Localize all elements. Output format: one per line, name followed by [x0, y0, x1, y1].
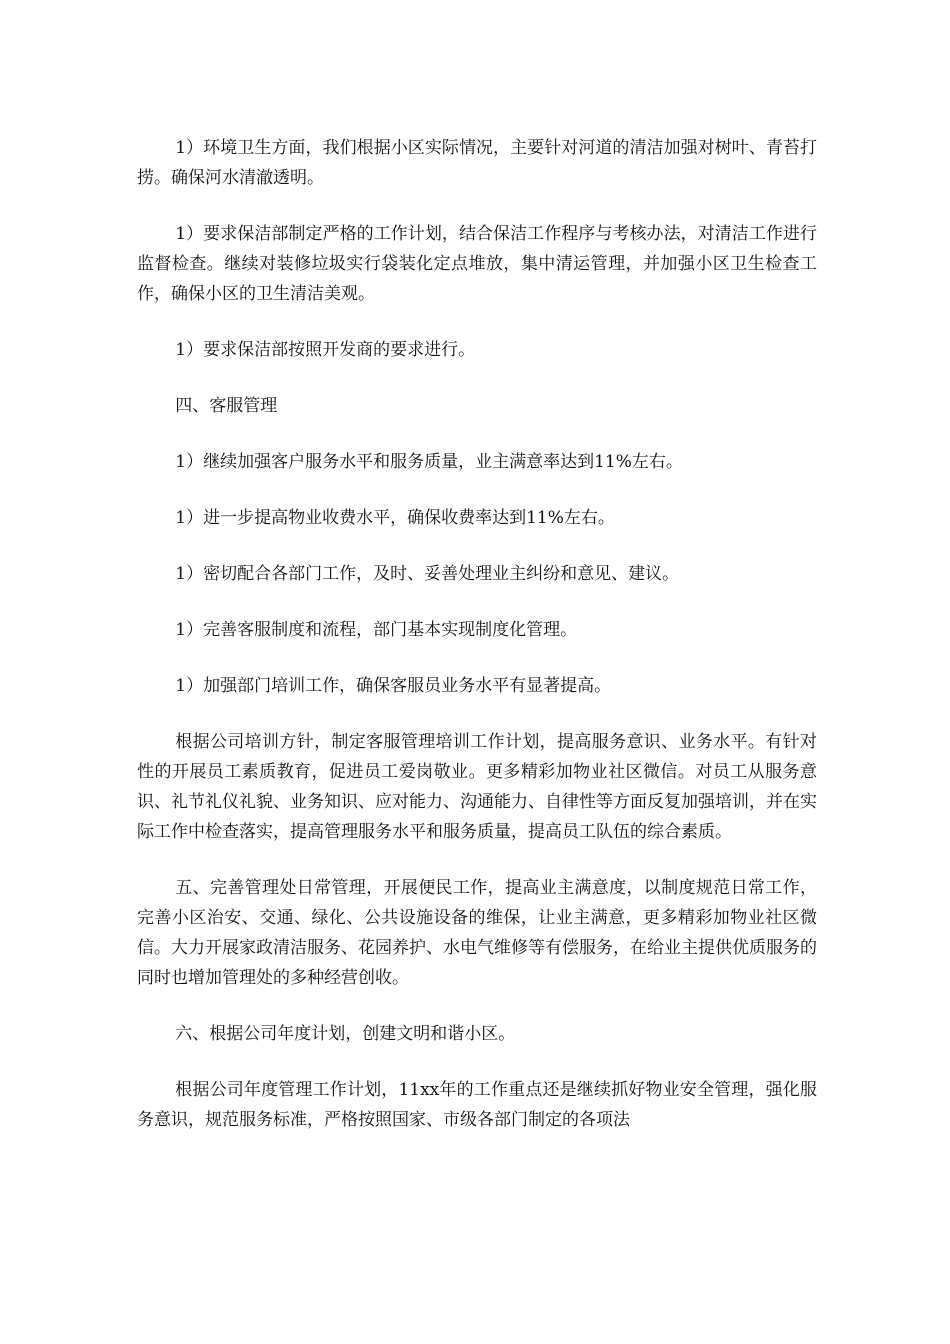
paragraph-department-cooperation: 1）密切配合各部门工作，及时、妥善处理业主纠纷和意见、建议。: [175, 564, 680, 584]
paragraph-department-training: 1）加强部门培训工作，确保客服员业务水平有显著提高。: [175, 676, 612, 696]
paragraph-service-quality: 1）继续加强客户服务水平和服务质量，业主满意率达到11%左右。: [175, 452, 683, 472]
paragraph-developer-requirements: 1）要求保洁部按照开发商的要求进行。: [175, 340, 476, 360]
paragraph-cleaning-plan: 1）要求保洁部制定严格的工作计划，结合保洁工作程序与考核办法，对清洁工作进行监督检查。继续对装修垃圾实行袋装化定点堆放，集中清运管理，并加强小区卫生检查工作，确保小区的卫生清洁美观。: [137, 224, 817, 304]
document-body: [137, 133, 817, 1161]
paragraph-annual-plan: 根据公司年度管理工作计划，11xx年的工作重点还是继续抓好物业安全管理，强化服务意识，规范服务标准，严格按照国家、市级各部门制定的各项法: [137, 1080, 817, 1130]
paragraph-fee-collection: 1）进一步提高物业收费水平，确保收费率达到11%左右。: [175, 508, 615, 528]
paragraph-training-plan: 根据公司培训方针，制定客服管理培训工作计划，提高服务意识、业务水平。有针对性的开展员工素质教育，促进员工爱岗敬业。更多精彩加物业社区微信。对员工从服务意识、礼节礼仪礼貌、业务知识、应对能力、沟通能力、自律性等方面反复加强培训，并在实际工作中检查落实，提高管理服务水平和服务质量，提高员工队伍的综合素质。: [137, 732, 817, 842]
section-heading-daily-management: 五、完善管理处日常管理，开展便民工作，提高业主满意度，以制度规范日常工作，完善小区治安、交通、绿化、公共设施设备的维保，让业主满意，更多精彩加物业社区微信。大力开展家政清洁服务、花园养护、水电气维修等有偿服务，在给业主提供优质服务的同时也增加管理处的多种经营创收。: [137, 878, 817, 988]
paragraph-environment-hygiene: 1）环境卫生方面，我们根据小区实际情况，主要针对河道的清洁加强对树叶、青苔打捞。确保河水清澈透明。: [137, 138, 817, 188]
section-heading-customer-service: 四、客服管理: [175, 396, 278, 416]
paragraph-service-system: 1）完善客服制度和流程，部门基本实现制度化管理。: [175, 620, 578, 640]
section-heading-harmonious-community: 六、根据公司年度计划，创建文明和谐小区。: [175, 1024, 516, 1044]
